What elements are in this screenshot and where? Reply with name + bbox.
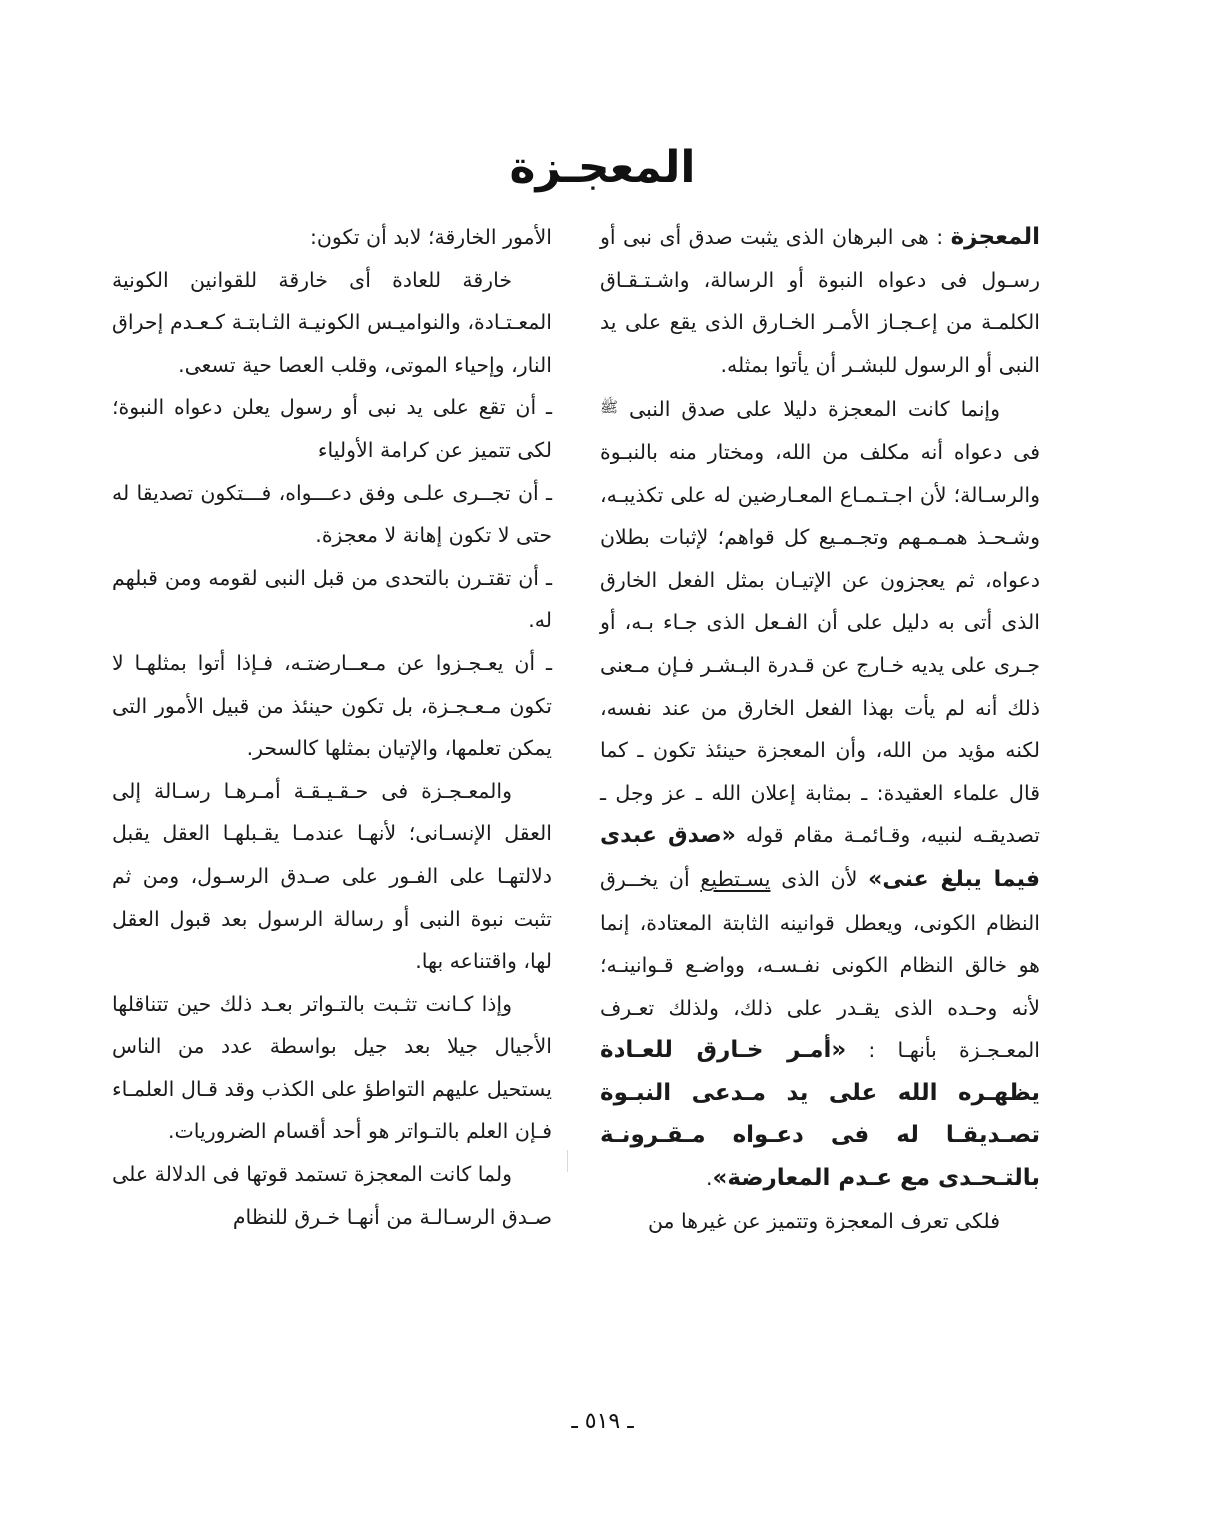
left-column [112, 216, 552, 1238]
honorific-symbol: ﷺ [600, 398, 619, 417]
conditions-intro: الأمور الخارقة؛ لابد أن تكون: [309, 225, 552, 249]
condition-accordance: ـ أن تجــرى علـى وفق دعـــواه، فـــتكون تصديقا له حتى لا تكون إهانة لا معجزة. [112, 480, 552, 548]
reason-paragraph: والمعـجـزة فى حـقـيـقـة أمـرهـا رسـالة إلى العقل الإنسـانى؛ لأنهـا عندمـا يقـبلهـا العقل يقبل دلالتهـا على الفـور على صـدق الرسـول، ومن ثم تثبت نبوة النبى أو رسالة الرسول بعد قبول العقل لها، واقتناعه بها. [112, 778, 552, 974]
transmission-paragraph: وإذا كـانت تثـبت بالتـواتر بعـد ذلك حين تتناقلها الأجيال جيلا بعد جيل بواسطة عدد من الناس يستحيل عليهم التواطؤ على الكذب وقد قـال العلمـاء فـإن العلم بالتـواتر هو أحد أقسام الضروريات. [112, 991, 552, 1144]
right-column [600, 216, 1040, 1242]
closing-paragraph: فلكى تعرف المعجزة وتتميز عن غيرها من [647, 1208, 1000, 1233]
underlined-word: يسـتطيع [700, 866, 771, 891]
definition-text: : هى البرهان الذى يثبت صدق أى نبى أو رسـول فى دعواه النبوة أو الرسالة، واشـتـقـاق الكلمـة من إعـجـاز الأمـر الخـارق الذى يقع على يد النبى أو الرسول للبشـر أن يأتوا بمثله. [600, 225, 1040, 377]
explanation-text-d: أن يخــرق النظام الكونى، ويعطل قوانينه الثابتة المعتادة، إنما هو خالق النظام الكونى نفـسـه، وواضـع قـوانينـه؛ لأنه وحـده الذى يقـدر على ذلك، ولذلك تعـرف المعـجـزة بأنهـا : [600, 866, 1041, 1063]
hadith-quote: «صدق عبدى فيما يبلغ عنى» [600, 823, 1041, 892]
definition-paragraph [600, 216, 1040, 386]
explanation-text-b: فى دعواه أنه مكلف من الله، ومختار منه بالنبـوة والرسـالة؛ لأن اجـتـمـاع المعـارضين له على تكذيبـه، وشـحـذ همـمـهم وتجـمـيع كل قواهم؛ لإثبات بطلان دعواه، ثم يعجزون عن الإتيـان بمثل الفعل الخارق الذى أتى به دليل على أن الفـعل الذى جـاء بـه، أو جـرى على يديه خـارج عن قـدرة البـشـر فـإن مـعنى ذلك أنه لم يأت بهذا الفعل الخارق من عند نفسه، لكنه مؤيد من الله، وأن المعجزة حينئذ تكون ـ كما قال علماء العقيدة: ـ بمثابة إعلان الله ـ عز وجل ـ تصديقـه لنبيه، وقـائمـة مقام قوله [600, 439, 1041, 848]
condition-supernatural: خارقة للعادة أى خارقة للقوانين الكونية المعـتـادة، والنواميـس الكونيـة الثـابتـة كـعـدم إحراق النار، وإحياء الموتى، وقلب العصا حية تسعى. [112, 267, 552, 377]
definition-term: المعجزة [950, 224, 1040, 250]
page-title: المعجـزة [509, 142, 696, 193]
explanation-text-a: وإنما كانت المعجزة دليلا على صدق النبى [618, 397, 1000, 422]
explanation-text-c: لأن الذى [770, 866, 869, 891]
final-paragraph: ولما كانت المعجزة تستمد قوتها فى الدلالة على صـدق الرسـالـة من أنهـا خـرق للنظام [112, 1162, 552, 1229]
condition-prophet: ـ أن تقع على يد نبى أو رسول يعلن دعواه النبوة؛ لكى تتميز عن كرامة الأولياء [112, 395, 552, 462]
explanation-paragraph [600, 386, 1040, 1199]
miracle-definition: «أمـر خـارق للعـادة يظهـره الله على يد مـدعى النبـوة تصـديقـا له فى دعـواه مـقـرونـة بالتـحـدى مع عـدم المعارضة» [600, 1037, 1040, 1192]
condition-challenge: ـ أن تقتـرن بالتحدى من قبل النبى لقومه ومن قبلهم له. [112, 565, 552, 633]
column-divider [567, 1150, 568, 1172]
explanation-end: . [705, 1166, 713, 1191]
condition-inimitability: ـ أن يعـجـزوا عن مـعــارضتـه، فـإذا أتوا بمثلهـا لا تكون مـعـجـزة، بل تكون حينئذ من قبيل الأمور التى يمكن تعلمها، والإتيان بمثلها كالسحر. [112, 650, 552, 761]
page-number: ـ ٥١٩ ـ [571, 1409, 634, 1434]
